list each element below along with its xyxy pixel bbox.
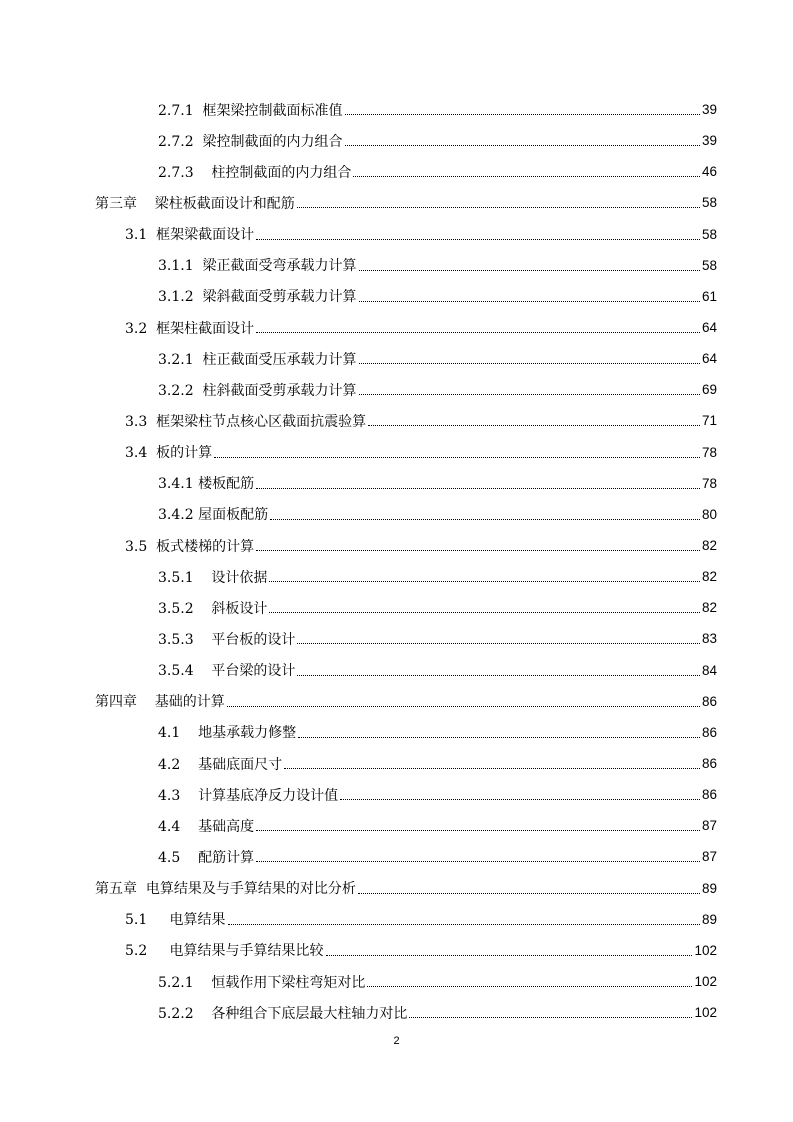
dot-leader — [367, 986, 692, 987]
toc-entry-title: 2.7.3 柱控制截面的内力组合 — [158, 164, 352, 181]
toc-entry[interactable] — [0, 904, 793, 935]
toc-entry-page: 58 — [701, 257, 717, 273]
toc-entry-page: 64 — [701, 351, 717, 367]
toc-entry[interactable] — [0, 125, 793, 156]
toc-entry-title: 4.1 地基承载力修整 — [158, 725, 297, 742]
dot-leader — [353, 176, 700, 177]
toc-entry[interactable] — [0, 966, 793, 997]
toc-entry-title: 3.3 框架梁柱节点核心区截面抗震验算 — [125, 413, 367, 430]
dot-leader — [284, 768, 700, 769]
toc-entry-page: 78 — [701, 475, 717, 491]
toc-entry-title: 3.4.1 楼板配筋 — [158, 476, 255, 493]
toc-entry-title: 3.1.1 梁正截面受弯承载力计算 — [158, 258, 357, 275]
toc-entry-title: 5.1 电算结果 — [125, 912, 226, 929]
dot-leader — [269, 612, 700, 613]
toc-entry[interactable] — [0, 779, 793, 810]
toc-entry-page: 39 — [701, 133, 717, 149]
toc-entry-title: 3.4 板的计算 — [125, 445, 213, 462]
dot-leader — [298, 737, 700, 738]
toc-entry-page: 102 — [694, 974, 717, 989]
toc-entry-page: 82 — [701, 569, 717, 585]
dot-leader — [409, 1017, 692, 1018]
toc-entry[interactable] — [0, 717, 793, 748]
dot-leader — [359, 270, 700, 271]
toc-entry-page: 58 — [701, 195, 717, 211]
dot-leader — [297, 207, 700, 208]
dot-leader — [227, 706, 700, 707]
dot-leader — [270, 519, 700, 520]
toc-entry-page: 86 — [701, 756, 717, 772]
dot-leader — [340, 799, 700, 800]
toc-entry[interactable] — [0, 530, 793, 561]
toc-entry-title: 3.2 框架柱截面设计 — [125, 320, 255, 337]
dot-leader — [345, 114, 700, 115]
toc-entry-title: 3.1.2 梁斜截面受剪承载力计算 — [158, 289, 357, 306]
toc-entry-title: 3.1 框架梁截面设计 — [125, 227, 255, 244]
toc-entry-title: 5.2.2 各种组合下底层最大柱轴力对比 — [158, 1005, 408, 1022]
toc-entry-title: 3.2.1 柱正截面受压承载力计算 — [158, 351, 357, 368]
dot-leader — [297, 643, 700, 644]
toc-entry-title: 5.2 电算结果与手算结果比较 — [125, 943, 324, 960]
toc-entry[interactable] — [0, 935, 793, 966]
dot-leader — [345, 145, 700, 146]
dot-leader — [214, 457, 700, 458]
toc-entry[interactable] — [0, 499, 793, 530]
dot-leader — [326, 955, 693, 956]
toc-entry-title: 第五章 电算结果及与手算结果的对比分析 — [95, 881, 356, 898]
toc-entry-title: 3.4.2 屋面板配筋 — [158, 507, 269, 524]
toc-entry-page: 39 — [701, 102, 717, 118]
toc-entry-title: 3.2.2 柱斜截面受剪承载力计算 — [158, 382, 357, 399]
dot-leader — [358, 893, 700, 894]
dot-leader — [256, 488, 700, 489]
toc-entry-title: 第三章 梁柱板截面设计和配筋 — [95, 195, 295, 212]
toc-entry[interactable] — [0, 686, 793, 717]
dot-leader — [256, 830, 700, 831]
toc-entry-page: 86 — [701, 724, 717, 740]
toc-entry[interactable] — [0, 187, 793, 218]
toc-entry[interactable] — [0, 374, 793, 405]
dot-leader — [256, 332, 700, 333]
toc-entry[interactable] — [0, 873, 793, 904]
toc-entry-page: 86 — [701, 693, 717, 709]
toc-entry-page: 86 — [701, 787, 717, 803]
toc-entry[interactable] — [0, 748, 793, 779]
toc-entry-page: 84 — [701, 662, 717, 678]
dot-leader — [359, 363, 700, 364]
toc-entry[interactable] — [0, 810, 793, 841]
toc-entry[interactable] — [0, 561, 793, 592]
toc-entry-title: 3.5.2 斜板设计 — [158, 600, 268, 617]
toc-entry-title: 4.5 配筋计算 — [158, 849, 255, 866]
dot-leader — [256, 861, 700, 862]
toc-entry[interactable] — [0, 343, 793, 374]
toc-entry[interactable] — [0, 623, 793, 654]
toc-entry-page: 87 — [701, 849, 717, 865]
toc-entry-title: 3.5.3 平台板的设计 — [158, 631, 296, 648]
toc-entry[interactable] — [0, 250, 793, 281]
toc-entry[interactable] — [0, 156, 793, 187]
toc-entry[interactable] — [0, 437, 793, 468]
toc-entry-page: 102 — [694, 942, 717, 958]
toc-entry[interactable] — [0, 841, 793, 872]
toc-entry-title: 4.4 基础高度 — [158, 818, 255, 835]
toc-entry-title: 2.7.1 框架梁控制截面标准值 — [158, 102, 343, 119]
dot-leader — [256, 239, 700, 240]
toc-entry[interactable] — [0, 655, 793, 686]
toc-entry-page: 83 — [701, 631, 717, 647]
toc-entry-title: 4.3 计算基底净反力设计值 — [158, 787, 339, 804]
dot-leader — [269, 581, 700, 582]
dot-leader — [368, 425, 700, 426]
toc-entry-title: 第四章 基础的计算 — [95, 694, 225, 711]
toc-entry-page: 58 — [701, 226, 717, 242]
dot-leader — [359, 301, 700, 302]
toc-entry-page: 61 — [701, 288, 717, 304]
toc-entry-page: 69 — [701, 382, 717, 398]
table-of-contents — [0, 94, 793, 1028]
toc-entry-page: 87 — [701, 818, 717, 834]
toc-entry-page: 82 — [701, 600, 717, 616]
toc-entry[interactable] — [0, 312, 793, 343]
toc-entry-title: 4.2 基础底面尺寸 — [158, 756, 283, 773]
toc-entry-page: 71 — [701, 413, 717, 429]
toc-entry-page: 89 — [701, 911, 717, 927]
toc-entry-page: 78 — [701, 444, 717, 460]
toc-entry-page: 82 — [701, 538, 717, 554]
toc-entry[interactable] — [0, 281, 793, 312]
toc-entry-title: 2.7.2 梁控制截面的内力组合 — [158, 133, 343, 150]
toc-entry[interactable] — [0, 468, 793, 499]
toc-entry[interactable] — [0, 405, 793, 436]
page-number: 2 — [393, 1035, 400, 1047]
toc-entry-page: 64 — [701, 320, 717, 336]
dot-leader — [228, 924, 700, 925]
toc-entry-page: 80 — [701, 506, 717, 522]
dot-leader — [256, 550, 700, 551]
toc-entry[interactable] — [0, 219, 793, 250]
toc-entry[interactable] — [0, 592, 793, 623]
toc-entry-title: 3.5 板式楼梯的计算 — [125, 538, 255, 555]
toc-entry-title: 3.5.4 平台梁的设计 — [158, 663, 296, 680]
toc-entry-title: 3.5.1 设计依据 — [158, 569, 268, 586]
toc-entry-title: 5.2.1 恒载作用下梁柱弯矩对比 — [158, 974, 366, 991]
dot-leader — [297, 675, 700, 676]
dot-leader — [359, 394, 700, 395]
toc-entry-page: 46 — [701, 164, 717, 180]
toc-entry[interactable] — [0, 997, 793, 1028]
toc-entry-page: 102 — [694, 1005, 717, 1021]
toc-entry[interactable] — [0, 94, 793, 125]
toc-entry-page: 89 — [701, 880, 717, 896]
